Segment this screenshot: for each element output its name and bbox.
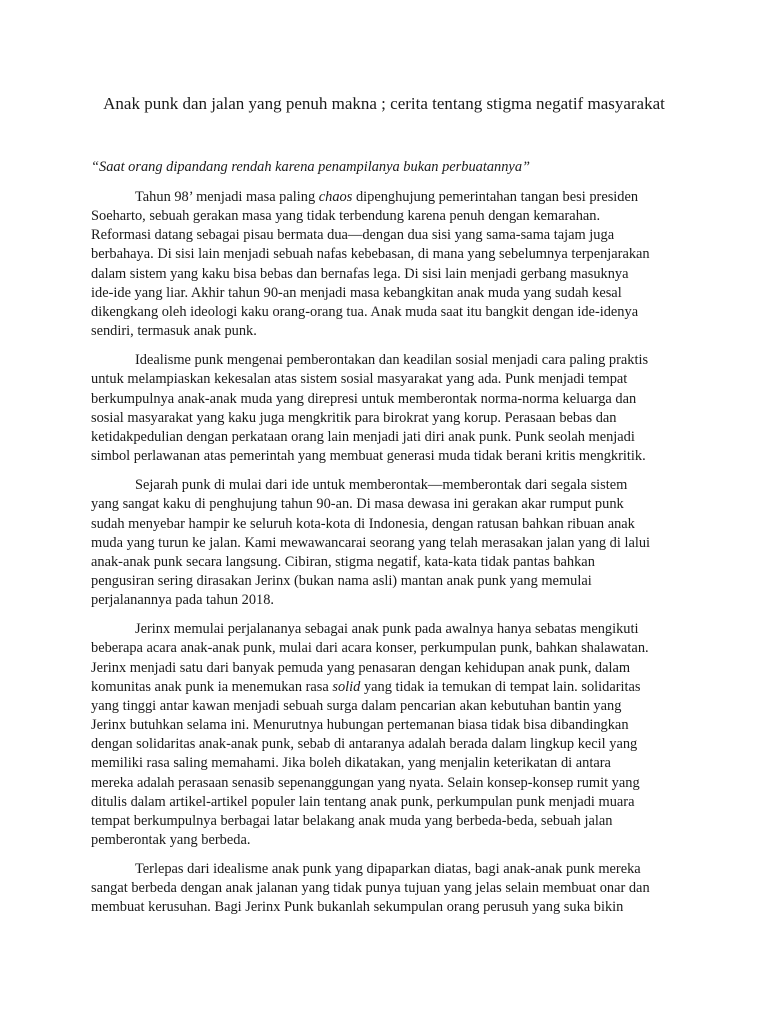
paragraph-line: Jerinx menjadi satu dari banyak pemuda yang penasaran dengan kehidupan anak punk, dalam — [91, 659, 631, 676]
paragraph-line: ketidakpedulian dengan perkataan orang lain menjadi jati diri anak punk. Punk seolah menjadi — [91, 428, 635, 445]
paragraph-line: anak-anak punk secara langsung. Cibiran, stigma negatif, kata-kata tidak pantas bahkan — [91, 553, 595, 570]
paragraph-line: untuk melampiaskan kekesalan atas sistem sosial masyarakat yang ada. Punk menjadi tempat — [91, 371, 628, 388]
paragraph — [91, 351, 683, 466]
paragraph-line: berbahaya. Di sisi lain menjadi sebuah nafas kebebasan, di mana yang sebelumnya terpenjarakan — [91, 246, 650, 263]
paragraph-line: membuat kerusuhan. Bagi Jerinx Punk bukanlah sekumpulan orang perusuh yang suka bikin — [91, 899, 624, 916]
paragraph-line: Soeharto, sebuah gerakan masa yang tidak terbendung karena penuh dengan kemarahan. — [91, 208, 601, 225]
document-title: Anak punk dan jalan yang penuh makna ; cerita tentang stigma negatif masyarakat — [103, 94, 665, 113]
paragraph-line: sendiri, termasuk anak punk. — [91, 323, 257, 340]
paragraph-line: mereka adalah perasaan senasib sepenanggungan yang nyata. Selain konsep-konsep rumit yang — [91, 774, 640, 791]
paragraph-line: pemberontak yang berbeda. — [91, 832, 251, 848]
paragraph-line: komunitas anak punk ia menemukan rasa solid yang tidak ia temukan di tempat lain. solidaritas — [91, 678, 641, 695]
paragraph — [91, 860, 683, 917]
paragraph-line: berkumpulnya anak-anak muda yang direpresi untuk memberontak norma-norma keluarga dan — [91, 390, 637, 407]
paragraph — [91, 188, 683, 341]
paragraph-line: Idealisme punk mengenai pemberontakan dan keadilan sosial menjadi cara paling praktis — [135, 352, 649, 369]
paragraph-line: memiliki rasa saling memahami. Jika boleh dikatakan, yang menjalin keterikatan di antara — [91, 755, 611, 772]
paragraph-line: simbol perlawanan atas pemerintah yang membuat generasi muda tidak berani kritis mengkritik. — [91, 448, 646, 465]
paragraph-line: Terlepas dari idealisme anak punk yang dipaparkan diatas, bagi anak-anak punk mereka — [135, 861, 641, 878]
paragraph-line: Sejarah punk di mulai dari ide untuk memberontak—memberontak dari segala sistem — [135, 477, 628, 494]
epigraph-quote: “Saat orang dipandang rendah karena penampilanya bukan perbuatannya” — [91, 159, 531, 175]
paragraph-line: sosial masyarakat yang kaku juga mengkritik para birokrat yang korup. Perasaan bebas dan — [91, 409, 617, 426]
paragraph — [91, 476, 683, 610]
paragraph-line: Tahun 98’ menjadi masa paling chaos dipenghujung pemerintahan tangan besi presiden — [135, 189, 639, 205]
paragraph-line: Jerinx memulai perjalananya sebagai anak punk pada awalnya hanya sebatas mengikuti — [135, 621, 639, 638]
paragraph-line: pengusiran sering dirasakan Jerinx (bukan nama asli) mantan anak punk yang memulai — [91, 572, 592, 589]
paragraph-line: dalam sistem yang kaku bisa bebas dan bernafas lega. Di sisi lain menjadi gerbang masuknya — [91, 265, 629, 282]
paragraph-line: Jerinx butuhkan selama ini. Menurutnya hubungan pertemanan biasa tidak bisa dibandingkan — [91, 717, 629, 734]
paragraph-line: tempat berkumpulnya berbagai latar belakang anak muda yang berbeda-beda, sebuah jalan — [91, 812, 613, 829]
article-body — [91, 188, 683, 928]
paragraph-line: dikengkang oleh ideologi kaku orang-orang tua. Anak muda saat itu bangkit dengan ide-idenya — [91, 303, 639, 320]
paragraph-line: muda yang turun ke jalan. Kami mewawancarai seorang yang telah merasakan jalan yang di lalui — [91, 534, 651, 551]
paragraph-line: yang tinggi antar kawan menjadi sebuah surga dalam pencarian akan kebutuhan bantin yang — [91, 697, 622, 714]
paragraph-line: Reformasi datang sebagai pisau bermata dua—dengan dua sisi yang sama-sama tajam juga — [91, 227, 615, 244]
italic-term: solid — [332, 678, 361, 695]
paragraph-line: beberapa acara anak-anak punk, mulai dari acara konser, perkumpulan punk, bahkan shalawatan. — [91, 640, 649, 657]
paragraph-line: ditulis dalam artikel-artikel populer lain tentang anak punk, perkumpulan punk menjadi muara — [91, 793, 635, 810]
italic-term: chaos — [318, 189, 353, 205]
paragraph — [91, 620, 683, 850]
paragraph-line: sangat berbeda dengan anak jalanan yang tidak punya tujuan yang jelas selain membuat onar dan — [91, 880, 650, 897]
paragraph-line: yang sangat kaku di penghujung tahun 90-an. Di masa dewasa ini gerakan akar rumput punk — [91, 496, 624, 513]
paragraph-line: sudah menyebar hampir ke seluruh kota-kota di Indonesia, dengan ratusan bahkan ribuan anak — [91, 515, 635, 532]
paragraph-line: ide-ide yang liar. Akhir tahun 90-an menjadi masa kebangkitan anak muda yang sudah kesal — [91, 284, 622, 301]
paragraph-line: perjalanannya pada tahun 2018. — [91, 592, 275, 609]
paragraph-line: dengan solidaritas anak-anak punk, sebab di antaranya adalah berada dalam lingkup kecil yang — [91, 736, 638, 753]
